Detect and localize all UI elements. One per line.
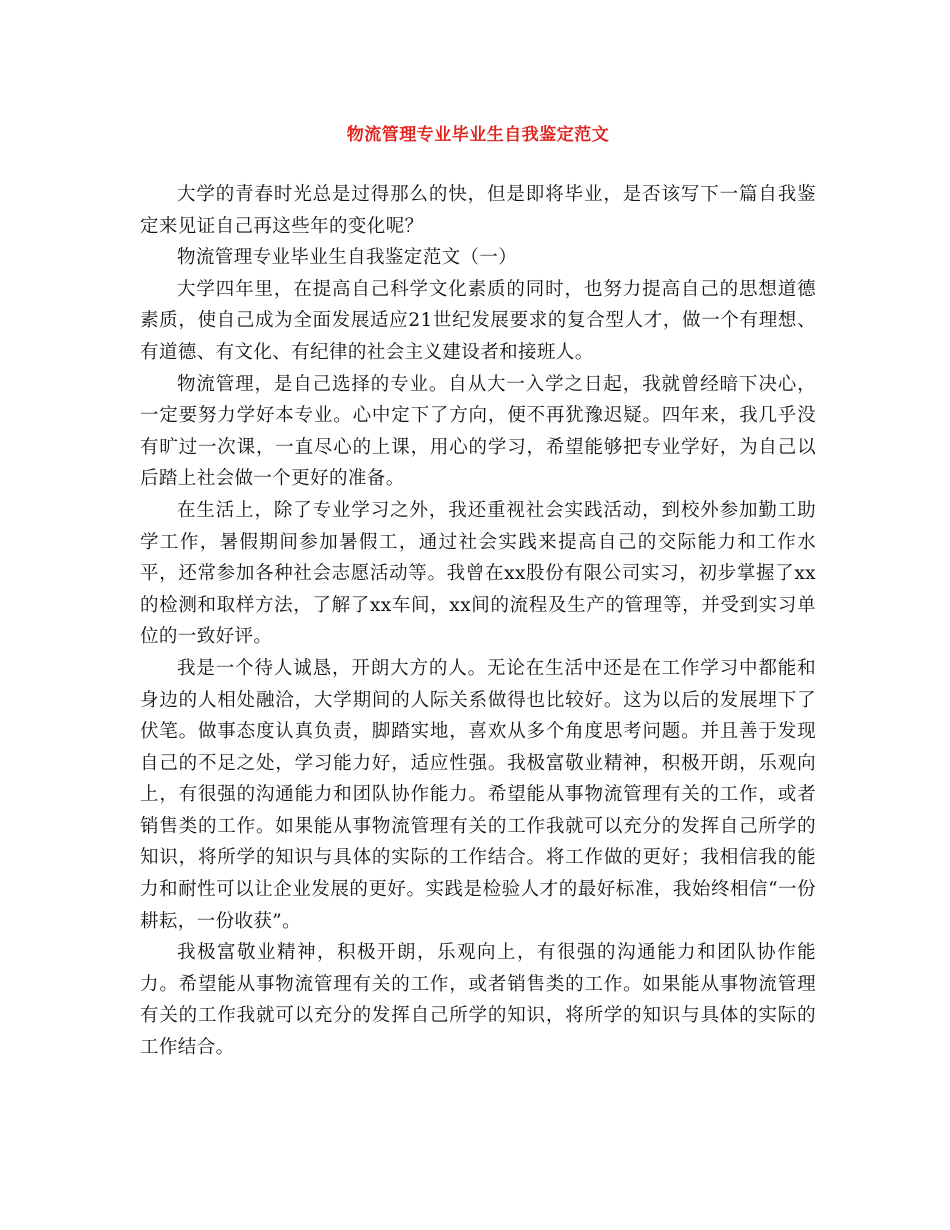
paragraph-practice: 在生活上，除了专业学习之外，我还重视社会实践活动，到校外参加勤工助学工作，暑假期间参加暑假工，通过社会实践来提高自己的交际能力和工作水平，还常参加各种社会志愿活动等。我曾在xx股份有限公司实习，初步掌握了xx的检测和取样方法，了解了xx车间，xx间的流程及生产的管理等，并受到实习单位的一致好评。 [140,499,816,648]
document-body [140,179,816,1064]
paragraph-intro: 大学的青春时光总是过得那么的快，但是即将毕业，是否该写下一篇自我鉴定来见证自己再这些年的变化呢？ [140,184,816,237]
paragraph-closing: 我极富敬业精神，积极开朗，乐观向上，有很强的沟通能力和团队协作能力。希望能从事物流管理有关的工作，或者销售类的工作。如果能从事物流管理有关的工作我就可以充分的发挥自己所学的知识，将所学的知识与具体的实际的工作结合。 [140,942,816,1059]
document-title: 物流管理专业毕业生自我鉴定范文 [346,125,610,145]
paragraph-study: 大学四年里，在提高自己科学文化素质的同时，也努力提高自己的思想道德素质，使自己成为全面发展适应21世纪发展要求的复合型人才，做一个有理想、有道德、有文化、有纪律的社会主义建设者和接班人。 [140,278,816,363]
paragraph-personality: 我是一个待人诚恳，开朗大方的人。无论在生活中还是在工作学习中都能和身边的人相处融洽，大学期间的人际关系做得也比较好。这为以后的发展埋下了伏笔。做事态度认真负责，脚踏实地，喜欢从多个角度思考问题。并且善于发现自己的不足之处，学习能力好，适应性强。我极富敬业精神，积极开朗，乐观向上，有很强的沟通能力和团队协作能力。希望能从事物流管理有关的工作，或者销售类的工作。如果能从事物流管理有关的工作我就可以充分的发挥自己所学的知识，将所学的知识与具体的实际的工作结合。将工作做的更好；我相信我的能力和耐性可以让企业发展的更好。实践是检验人才的最好标准，我始终相信“一份耕耘，一份收获”。 [140,657,816,932]
paragraph-major: 物流管理，是自己选择的专业。自从大一入学之日起，我就曾经暗下决心，一定要努力学好本专业。心中定下了方向，便不再犹豫迟疑。四年来，我几乎没有旷过一次课，一直尽心的上课，用心的学习，希望能够把专业学好，为自己以后踏上社会做一个更好的准备。 [140,373,816,490]
document-page [140,0,816,1230]
paragraph-subtitle: 物流管理专业毕业生自我鉴定范文（一） [177,247,518,269]
